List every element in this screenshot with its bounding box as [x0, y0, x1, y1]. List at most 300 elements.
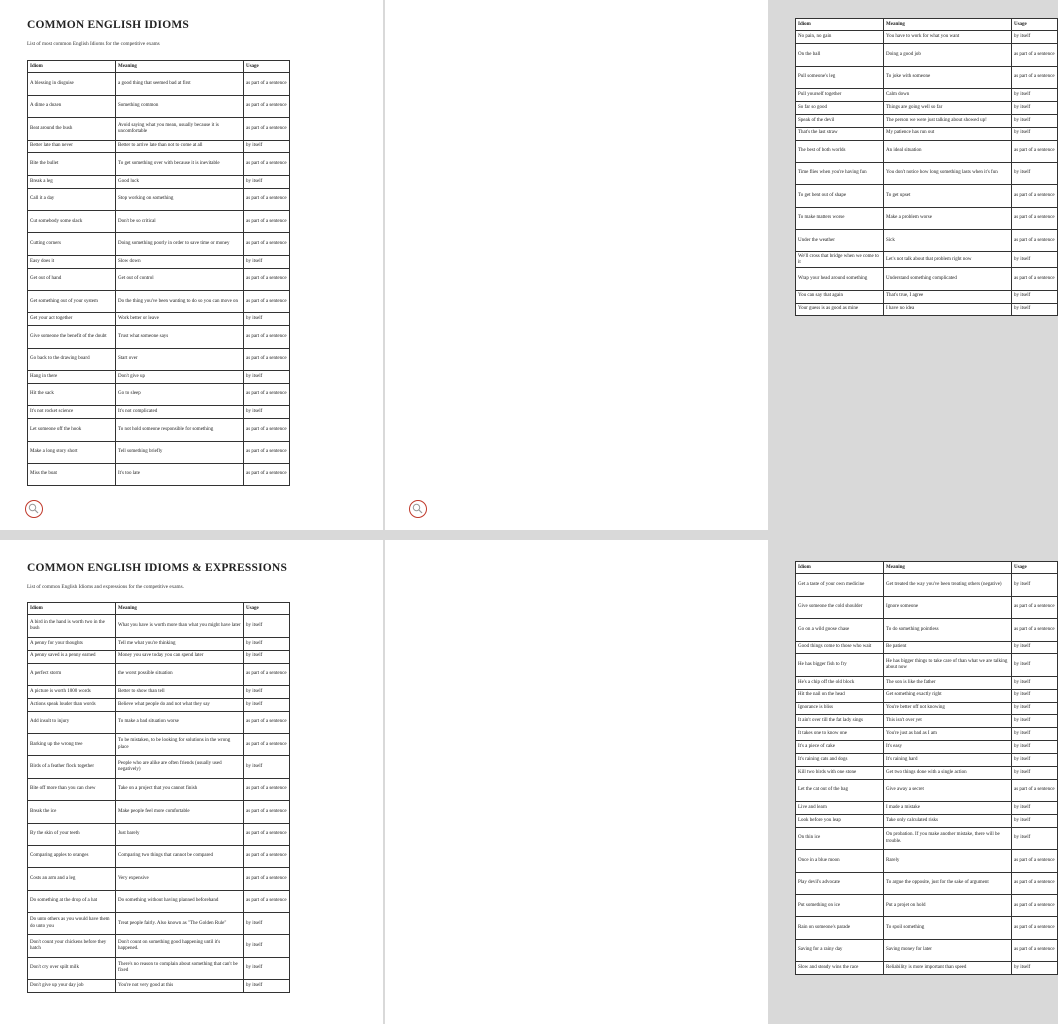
table-row	[28, 778, 290, 800]
meaning-cell: Reliability is more important than speed	[884, 962, 1012, 975]
table-row	[796, 754, 1058, 767]
table-row	[28, 685, 290, 698]
idiom-cell: Don't count your chickens before they hatch	[28, 935, 116, 957]
table-header-row	[796, 562, 1058, 574]
table-row	[796, 728, 1058, 741]
usage-cell: by itself	[244, 406, 290, 419]
idiom-cell: Slow and steady wins the race	[796, 962, 884, 975]
idiom-cell: A picture is worth 1000 words	[28, 685, 116, 698]
meaning-cell: Do the thing you've been wanting to do so you can move on	[116, 291, 244, 313]
meaning-cell: Get two things done with a single action	[884, 766, 1012, 779]
idioms-table	[27, 60, 290, 486]
meaning-cell: To get something over with because it is inevitable	[116, 153, 244, 175]
usage-cell: as part of a sentence	[244, 845, 290, 867]
table-row	[28, 868, 290, 890]
usage-cell: as part of a sentence	[244, 348, 290, 370]
idiom-cell: Rain on someone's parade	[796, 917, 884, 939]
usage-cell: as part of a sentence	[1012, 619, 1058, 641]
document-page-3	[0, 540, 383, 1024]
table-row	[796, 66, 1058, 88]
idiom-cell: Cutting corners	[28, 233, 116, 255]
table-row	[28, 823, 290, 845]
table-row	[28, 95, 290, 117]
idiom-cell: Hit the nail on the head	[796, 689, 884, 702]
idiom-cell: Miss the boat	[28, 463, 116, 485]
meaning-cell: To joke with someone	[884, 66, 1012, 88]
meaning-cell: It's not complicated	[116, 406, 244, 419]
table-row	[28, 233, 290, 255]
usage-cell: as part of a sentence	[244, 711, 290, 733]
meaning-cell: To not hold someone responsible for something	[116, 419, 244, 441]
usage-cell: as part of a sentence	[244, 419, 290, 441]
table-row	[796, 802, 1058, 815]
usage-cell: as part of a sentence	[1012, 140, 1058, 162]
table-header-row	[796, 19, 1058, 31]
table-row	[28, 291, 290, 313]
table-row	[796, 766, 1058, 779]
usage-cell: by itself	[244, 957, 290, 979]
idioms-table	[795, 18, 1058, 316]
table-row	[28, 326, 290, 348]
zoom-icon[interactable]	[25, 500, 43, 518]
usage-cell: as part of a sentence	[244, 326, 290, 348]
column-header: Meaning	[884, 562, 1012, 574]
meaning-cell: Be patient	[884, 641, 1012, 654]
usage-cell: as part of a sentence	[244, 823, 290, 845]
idiom-cell: Better late than never	[28, 140, 116, 153]
usage-cell: by itself	[244, 935, 290, 957]
table-row	[28, 957, 290, 979]
usage-cell: by itself	[1012, 89, 1058, 102]
meaning-cell: Treat people fairly. Also known as "The Golden Rule"	[116, 913, 244, 935]
table-row	[28, 153, 290, 175]
idiom-cell: Do something at the drop of a hat	[28, 890, 116, 912]
table-row	[796, 827, 1058, 849]
table-row	[28, 698, 290, 711]
usage-cell: by itself	[1012, 962, 1058, 975]
table-row	[796, 676, 1058, 689]
idiom-cell: Give someone the cold shoulder	[796, 596, 884, 618]
usage-cell: by itself	[1012, 702, 1058, 715]
meaning-cell: He has bigger things to take care of than what we are talking about now	[884, 654, 1012, 676]
idiom-cell: Call it a day	[28, 188, 116, 210]
meaning-cell: Saving money for later	[884, 939, 1012, 961]
meaning-cell: Work better or leave	[116, 313, 244, 326]
idiom-cell: Saving for a rainy day	[796, 939, 884, 961]
usage-cell: by itself	[244, 913, 290, 935]
idiom-cell: A penny for your thoughts	[28, 637, 116, 650]
table-header-row	[28, 603, 290, 615]
usage-cell: as part of a sentence	[1012, 779, 1058, 801]
usage-cell: as part of a sentence	[244, 118, 290, 140]
usage-cell: by itself	[244, 371, 290, 384]
idiom-cell: Under the weather	[796, 230, 884, 252]
idiom-cell: Your guess is as good as mine	[796, 303, 884, 316]
usage-cell: as part of a sentence	[244, 233, 290, 255]
usage-cell: as part of a sentence	[244, 663, 290, 685]
column-header: Meaning	[116, 603, 244, 615]
meaning-cell: I made a mistake	[884, 802, 1012, 815]
table-row	[796, 252, 1058, 268]
meaning-cell: Just barely	[116, 823, 244, 845]
meaning-cell: the worst possible situation	[116, 663, 244, 685]
table-row	[796, 815, 1058, 828]
usage-cell: as part of a sentence	[244, 291, 290, 313]
usage-cell: by itself	[244, 255, 290, 268]
idiom-cell: A blessing in disguise	[28, 73, 116, 95]
usage-cell: as part of a sentence	[1012, 850, 1058, 872]
idiom-cell: Make a long story short	[28, 441, 116, 463]
usage-cell: by itself	[1012, 676, 1058, 689]
meaning-cell: Rarely	[884, 850, 1012, 872]
table-row	[796, 596, 1058, 618]
usage-cell: as part of a sentence	[244, 73, 290, 95]
usage-cell: as part of a sentence	[1012, 917, 1058, 939]
idiom-cell: To get bent out of shape	[796, 185, 884, 207]
usage-cell: as part of a sentence	[1012, 895, 1058, 917]
table-row	[28, 313, 290, 326]
meaning-cell: You're better off not knowing	[884, 702, 1012, 715]
table-row	[28, 73, 290, 95]
idiom-cell: Don't give up your day job	[28, 980, 116, 993]
table-row	[28, 711, 290, 733]
usage-cell: by itself	[244, 140, 290, 153]
table-row	[28, 463, 290, 485]
idiom-cell: Time flies when you're having fun	[796, 162, 884, 184]
usage-cell: as part of a sentence	[1012, 207, 1058, 229]
usage-cell: as part of a sentence	[1012, 230, 1058, 252]
idiom-cell: The best of both worlds	[796, 140, 884, 162]
usage-cell: by itself	[1012, 827, 1058, 849]
usage-cell: as part of a sentence	[244, 153, 290, 175]
table-row	[28, 801, 290, 823]
table-row	[28, 175, 290, 188]
usage-cell: by itself	[1012, 815, 1058, 828]
usage-cell: as part of a sentence	[244, 801, 290, 823]
usage-cell: as part of a sentence	[244, 778, 290, 800]
idiom-cell: Good things come to those who wait	[796, 641, 884, 654]
table-row	[28, 935, 290, 957]
table-row	[796, 619, 1058, 641]
table-row	[28, 913, 290, 935]
meaning-cell: Slow down	[116, 255, 244, 268]
meaning-cell: To spoil something	[884, 917, 1012, 939]
table-row	[28, 348, 290, 370]
table-row	[796, 140, 1058, 162]
idiom-cell: He's a chip off the old block	[796, 676, 884, 689]
document-page-2	[385, 0, 1055, 530]
idiom-cell: Go on a wild goose chase	[796, 619, 884, 641]
meaning-cell: People who are alike are often friends (usually used negatively)	[116, 756, 244, 778]
usage-cell: by itself	[1012, 31, 1058, 44]
usage-cell: by itself	[1012, 802, 1058, 815]
idiom-cell: Get something out of your system	[28, 291, 116, 313]
page-title: COMMON ENGLISH IDIOMS & EXPRESSIONS	[27, 562, 288, 574]
table-row	[28, 268, 290, 290]
idiom-cell: No pain, no gain	[796, 31, 884, 44]
page-title: COMMON ENGLISH IDIOMS	[27, 19, 190, 31]
table-row	[28, 637, 290, 650]
idiom-cell: Bite off more than you can chew	[28, 778, 116, 800]
column-header: Meaning	[884, 19, 1012, 31]
table-row	[28, 441, 290, 463]
document-page-4	[385, 540, 1055, 1024]
meaning-cell: Better to arrive late than not to come at all	[116, 140, 244, 153]
usage-cell: by itself	[244, 698, 290, 711]
idioms-table	[27, 602, 290, 993]
meaning-cell: a good thing that seemed bad at first	[116, 73, 244, 95]
meaning-cell: Get treated the way you've been treating others (negative)	[884, 574, 1012, 596]
idiom-cell: Get out of hand	[28, 268, 116, 290]
meaning-cell: I have no idea	[884, 303, 1012, 316]
idiom-cell: Hit the sack	[28, 383, 116, 405]
usage-cell: as part of a sentence	[244, 211, 290, 233]
idiom-cell: Ignorance is bliss	[796, 702, 884, 715]
idiom-cell: Don't cry over spilt milk	[28, 957, 116, 979]
meaning-cell: An ideal situation	[884, 140, 1012, 162]
table-row	[28, 615, 290, 637]
column-header: Usage	[1012, 19, 1058, 31]
usage-cell: by itself	[1012, 574, 1058, 596]
idiom-cell: Add insult to injury	[28, 711, 116, 733]
table-row	[796, 872, 1058, 894]
idiom-cell: So far so good	[796, 101, 884, 114]
table-row	[28, 756, 290, 778]
meaning-cell: The person we were just talking about showed up!	[884, 114, 1012, 127]
table-row	[28, 406, 290, 419]
idiom-cell: Break the ice	[28, 801, 116, 823]
meaning-cell: Take only calculated risks	[884, 815, 1012, 828]
idiom-cell: Let the cat out of the bag	[796, 779, 884, 801]
idiom-cell: Give someone the benefit of the doubt	[28, 326, 116, 348]
idiom-cell: Look before you leap	[796, 815, 884, 828]
meaning-cell: Take on a project that you cannot finish	[116, 778, 244, 800]
usage-cell: by itself	[1012, 741, 1058, 754]
table-row	[796, 114, 1058, 127]
table-row	[796, 162, 1058, 184]
usage-cell: as part of a sentence	[244, 868, 290, 890]
table-row	[28, 890, 290, 912]
meaning-cell: Comparing two things that cannot be compared	[116, 845, 244, 867]
meaning-cell: Get out of control	[116, 268, 244, 290]
meaning-cell: Tell me what you're thinking	[116, 637, 244, 650]
meaning-cell: Tell something briefly	[116, 441, 244, 463]
idiom-cell: Actions speak louder than words	[28, 698, 116, 711]
table-row	[28, 211, 290, 233]
usage-cell: by itself	[1012, 290, 1058, 303]
usage-cell: by itself	[244, 175, 290, 188]
usage-cell: as part of a sentence	[244, 95, 290, 117]
usage-cell: as part of a sentence	[244, 268, 290, 290]
meaning-cell: On probation. If you make another mistake, there will be trouble.	[884, 827, 1012, 849]
meaning-cell: Put a projet on hold	[884, 895, 1012, 917]
usage-cell: as part of a sentence	[244, 463, 290, 485]
table-row	[796, 290, 1058, 303]
usage-cell: as part of a sentence	[244, 383, 290, 405]
idiom-cell: It takes one to know one	[796, 728, 884, 741]
meaning-cell: Let's not talk about that problem right now	[884, 252, 1012, 268]
usage-cell: by itself	[1012, 303, 1058, 316]
usage-cell: as part of a sentence	[1012, 268, 1058, 290]
table-row	[796, 101, 1058, 114]
meaning-cell: You're not very good at this	[116, 980, 244, 993]
meaning-cell: Don't be so critical	[116, 211, 244, 233]
idiom-cell: It's raining cats and dogs	[796, 754, 884, 767]
meaning-cell: It's easy	[884, 741, 1012, 754]
table-row	[796, 702, 1058, 715]
usage-cell: by itself	[244, 685, 290, 698]
table-row	[28, 650, 290, 663]
column-header: Idiom	[28, 61, 116, 73]
usage-cell: as part of a sentence	[1012, 596, 1058, 618]
table-row	[796, 207, 1058, 229]
table-row	[28, 383, 290, 405]
idiom-cell: A penny saved is a penny earned	[28, 650, 116, 663]
idiom-cell: Cut somebody some slack	[28, 211, 116, 233]
table-row	[796, 939, 1058, 961]
table-row	[796, 268, 1058, 290]
table-row	[28, 140, 290, 153]
idiom-cell: By the skin of your teeth	[28, 823, 116, 845]
idiom-cell: He has bigger fish to fry	[796, 654, 884, 676]
meaning-cell: To argue the opposite, just for the sake of argument	[884, 872, 1012, 894]
usage-cell: by itself	[1012, 654, 1058, 676]
idiom-cell: It ain't over till the fat lady sings	[796, 715, 884, 728]
idiom-cell: Get a taste of your own medicine	[796, 574, 884, 596]
usage-cell: as part of a sentence	[244, 188, 290, 210]
table-row	[796, 127, 1058, 140]
idiom-cell: It's a piece of cake	[796, 741, 884, 754]
column-header: Usage	[1012, 562, 1058, 574]
idiom-cell: A bird in the hand is worth two in the bush	[28, 615, 116, 637]
table-row	[796, 44, 1058, 66]
meaning-cell: It's raining hard	[884, 754, 1012, 767]
meaning-cell: Don't give up	[116, 371, 244, 384]
meaning-cell: Understand something complicated	[884, 268, 1012, 290]
page-subtitle: List of common English Idioms and expressions for the competitive exams.	[27, 584, 184, 590]
idiom-cell: You can say that again	[796, 290, 884, 303]
table-row	[796, 654, 1058, 676]
meaning-cell: Go to sleep	[116, 383, 244, 405]
meaning-cell: The son is like the father	[884, 676, 1012, 689]
meaning-cell: Stop working on something	[116, 188, 244, 210]
table-row	[28, 734, 290, 756]
usage-cell: by itself	[1012, 114, 1058, 127]
idiom-cell: To make matters worse	[796, 207, 884, 229]
table-row	[796, 689, 1058, 702]
meaning-cell: Believe what people do and not what they say	[116, 698, 244, 711]
meaning-cell: It's too late	[116, 463, 244, 485]
table-row	[796, 715, 1058, 728]
table-row	[796, 895, 1058, 917]
meaning-cell: You don't notice how long something lasts when it's fun	[884, 162, 1012, 184]
meaning-cell: Make a problem worse	[884, 207, 1012, 229]
usage-cell: as part of a sentence	[1012, 939, 1058, 961]
usage-cell: by itself	[1012, 127, 1058, 140]
meaning-cell: Do something without having planned beforehand	[116, 890, 244, 912]
meaning-cell: To do something pointless	[884, 619, 1012, 641]
idiom-cell: On the ball	[796, 44, 884, 66]
zoom-icon[interactable]	[409, 500, 427, 518]
column-header: Meaning	[116, 61, 244, 73]
idiom-cell: A perfect storm	[28, 663, 116, 685]
meaning-cell: Doing something poorly in order to save time or money	[116, 233, 244, 255]
meaning-cell: Trust what someone says	[116, 326, 244, 348]
idiom-cell: Hang in there	[28, 371, 116, 384]
column-header: Idiom	[796, 562, 884, 574]
idiom-cell: A dime a dozen	[28, 95, 116, 117]
meaning-cell: Ignore someone	[884, 596, 1012, 618]
table-row	[796, 574, 1058, 596]
meaning-cell: You have to work for what you want	[884, 31, 1012, 44]
idiom-cell: Comparing apples to oranges	[28, 845, 116, 867]
idiom-cell: Let someone off the hook	[28, 419, 116, 441]
idiom-cell: Beat around the bush	[28, 118, 116, 140]
idiom-cell: Birds of a feather flock together	[28, 756, 116, 778]
usage-cell: by itself	[1012, 101, 1058, 114]
idiom-cell: Break a leg	[28, 175, 116, 188]
meaning-cell: This isn't over yet	[884, 715, 1012, 728]
column-header: Idiom	[796, 19, 884, 31]
table-row	[28, 419, 290, 441]
table-row	[796, 741, 1058, 754]
usage-cell: by itself	[244, 980, 290, 993]
usage-cell: by itself	[244, 650, 290, 663]
meaning-cell: That's true, I agree	[884, 290, 1012, 303]
meaning-cell: Get something exactly right	[884, 689, 1012, 702]
meaning-cell: You're just as bad as I am	[884, 728, 1012, 741]
meaning-cell: There's no reason to complain about something that can't be fixed	[116, 957, 244, 979]
meaning-cell: Money you save today you can spend later	[116, 650, 244, 663]
idiom-cell: Put something on ice	[796, 895, 884, 917]
table-row	[796, 185, 1058, 207]
table-row	[796, 962, 1058, 975]
idiom-cell: Barking up the wrong tree	[28, 734, 116, 756]
table-row	[796, 31, 1058, 44]
table-row	[28, 371, 290, 384]
table-row	[28, 118, 290, 140]
table-row	[796, 303, 1058, 316]
usage-cell: as part of a sentence	[1012, 66, 1058, 88]
idiom-cell: Play devil's advocate	[796, 872, 884, 894]
meaning-cell: To make a bad situation worse	[116, 711, 244, 733]
usage-cell: by itself	[1012, 252, 1058, 268]
meaning-cell: My patience has run out	[884, 127, 1012, 140]
usage-cell: by itself	[1012, 689, 1058, 702]
usage-cell: as part of a sentence	[244, 441, 290, 463]
usage-cell: by itself	[1012, 715, 1058, 728]
idiom-cell: Get your act together	[28, 313, 116, 326]
table-header-row	[28, 61, 290, 73]
column-header: Idiom	[28, 603, 116, 615]
document-page-1	[0, 0, 383, 530]
idiom-cell: It's not rocket science	[28, 406, 116, 419]
meaning-cell: To be mistaken, to be looking for solutions in the wrong place	[116, 734, 244, 756]
usage-cell: by itself	[1012, 766, 1058, 779]
idiom-cell: We'll cross that bridge when we come to it	[796, 252, 884, 268]
usage-cell: by itself	[1012, 728, 1058, 741]
usage-cell: as part of a sentence	[1012, 185, 1058, 207]
table-row	[796, 230, 1058, 252]
meaning-cell: Calm down	[884, 89, 1012, 102]
usage-cell: by itself	[244, 313, 290, 326]
meaning-cell: Very expensive	[116, 868, 244, 890]
meaning-cell: To get upset	[884, 185, 1012, 207]
meaning-cell: Doing a good job	[884, 44, 1012, 66]
meaning-cell: Good luck	[116, 175, 244, 188]
meaning-cell: Don't count on something good happening until it's happened.	[116, 935, 244, 957]
idiom-cell: Costs an arm and a leg	[28, 868, 116, 890]
